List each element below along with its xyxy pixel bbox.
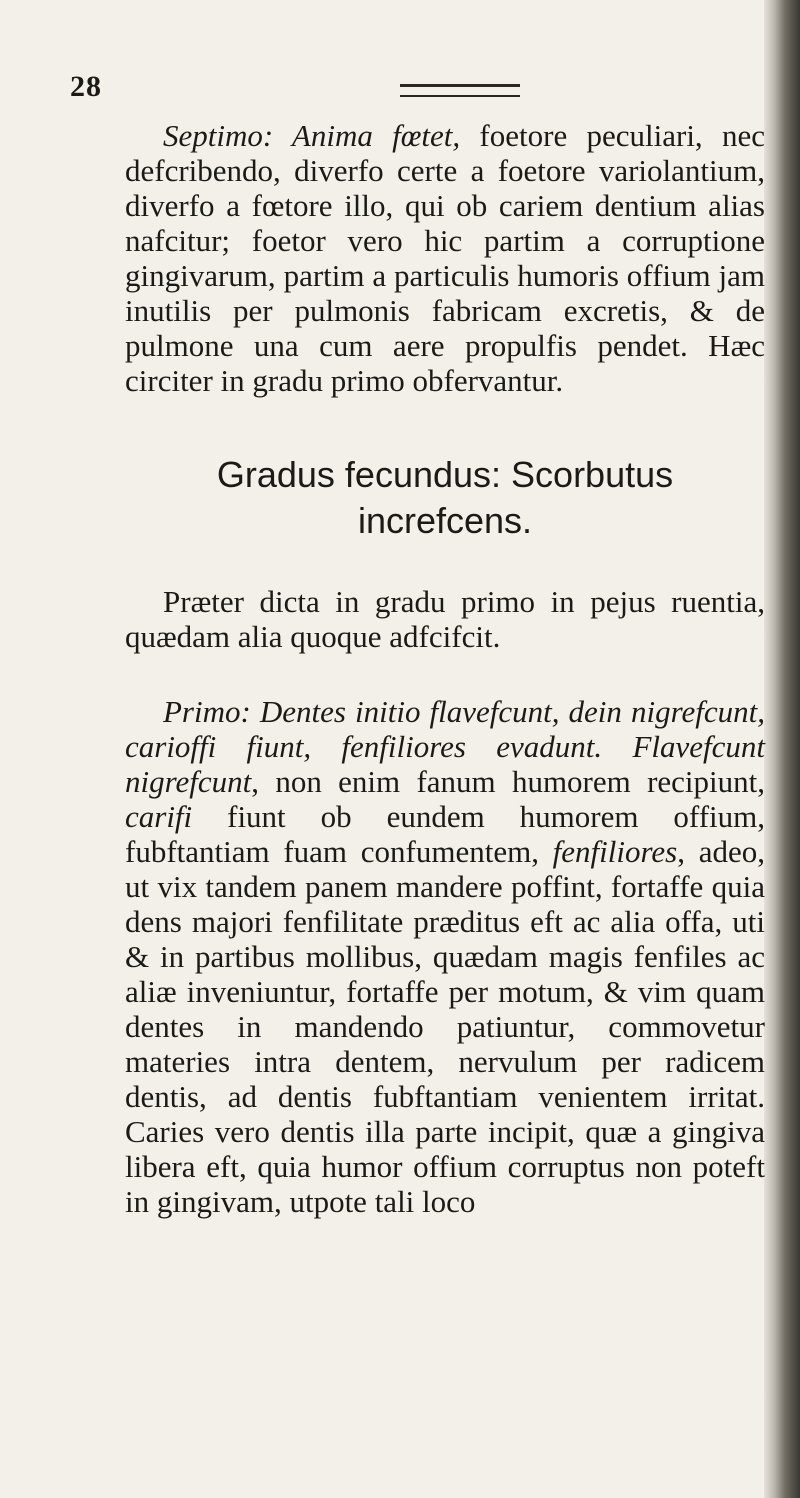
italic-run: Flavefcunt nigrefcunt xyxy=(125,729,765,799)
text-run: , adeo, ut vix tandem panem mandere poffint, fortaffe quia dens majori fenfilitate præditus eft ac alia offa, uti & in partibus mollibus, quædam magis fenfiles ac aliæ inveniuntur, fortaffe per motum, & vim quam dentes in mandendo patiuntur, commovetur materies intra dentem, nervulum per radicem dentis, ad dentis fubftantiam venientem irritat. Caries vero dentis illa parte incipit, quæ a gingiva libera eft, quia humor offium corruptus non poteft in gingivam, utpote tali loco xyxy=(125,834,765,1219)
page-number: 28 xyxy=(70,70,102,103)
header-ornament-rule xyxy=(400,84,520,97)
italic-run: fenfiliores xyxy=(552,834,678,869)
paragraph-text: foetore peculiari, nec defcribendo, diverfo certe a foetore variolantium, diverfo a fœtore illo, qui ob cariem dentium alias nafcitur; foetor vero hic partim a corruptione gingivarum, partim a particulis humoris offium jam inutilis per pulmonis fabricam excretis, & de pulmone una cum aere propulfis pendet. Hæc circiter in gradu primo obfervantur. xyxy=(125,118,765,398)
paragraph-lead: Septimo: Anima fœtet, xyxy=(163,118,461,153)
text-run: , non enim fanum humorem recipiunt, xyxy=(251,764,765,799)
italic-run: carifi xyxy=(125,799,193,834)
page-header xyxy=(70,70,730,110)
paragraph-lead: Primo: Dentes initio flavefcunt, dein nigrefcunt, carioffi fiunt, fenfiliores evadunt. xyxy=(125,694,765,764)
section-heading: Gradus fecundus: Scorbutus increfcens. xyxy=(216,454,674,541)
paragraph-septimo xyxy=(125,118,765,398)
text-run: fiunt ob eundem humorem offium, fubftantiam fuam confumentem, xyxy=(125,799,765,869)
page-binding-edge xyxy=(764,0,800,1498)
text-run xyxy=(602,729,632,764)
page-body xyxy=(125,118,765,1219)
paragraph-primo xyxy=(125,694,765,1219)
paragraph-praeter: Præter dicta in gradu primo in pejus ruentia, quædam alia quoque adfcifcit. xyxy=(125,584,765,654)
